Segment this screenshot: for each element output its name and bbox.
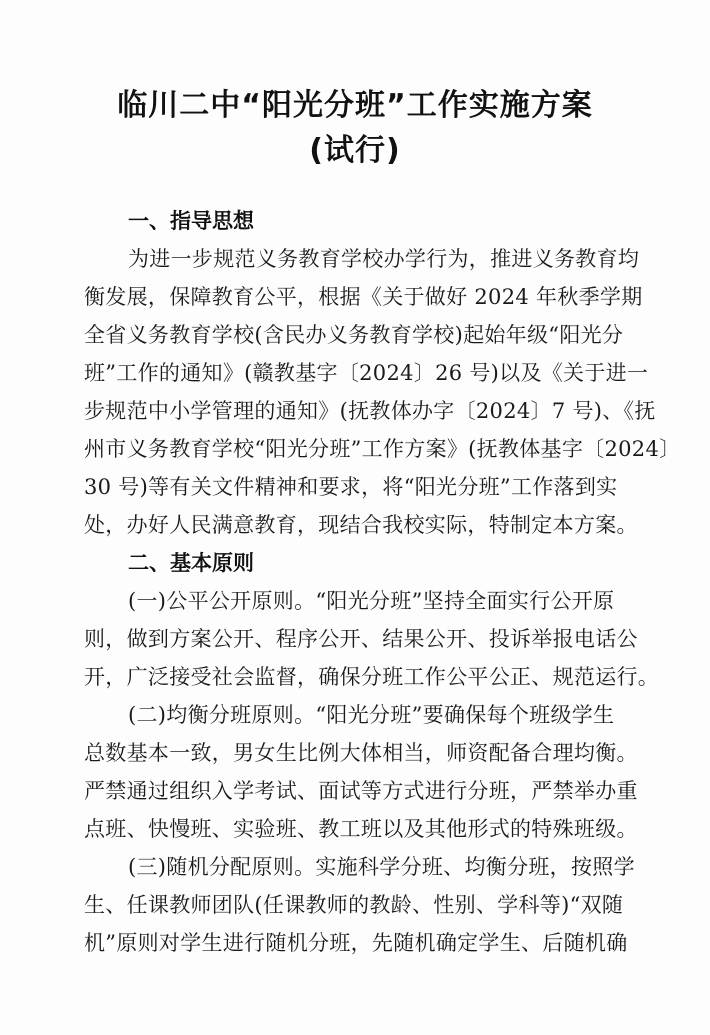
document-title: 临川二中“阳光分班”工作实施方案 bbox=[117, 88, 593, 123]
paragraph-line: 为进一步规范义务教育学校办学行为，推进义务教育均 bbox=[128, 247, 640, 271]
paragraph-line: 开，广泛接受社会监督，确保分班工作公平公正、规范运行。 bbox=[84, 665, 660, 689]
paragraph-line: 衡发展，保障教育公平，根据《关于做好 2024 年秋季学期 bbox=[84, 285, 643, 309]
section-heading-basic-principles: 二、基本原则 bbox=[128, 551, 254, 575]
document-subtitle: (试行) bbox=[309, 133, 401, 168]
paragraph-line: 机”原则对学生进行随机分班，先随机确定学生、后随机确 bbox=[84, 931, 628, 955]
paragraph-line: 处，办好人民满意教育，现结合我校实际，特制定本方案。 bbox=[84, 513, 638, 537]
paragraph-line: (二)均衡分班原则。“阳光分班”要确保每个班级学生 bbox=[128, 703, 615, 727]
paragraph-line: 总数基本一致，男女生比例大体相当，师资配备合理均衡。 bbox=[84, 741, 638, 765]
section-heading-guiding-thought: 一、指导思想 bbox=[128, 209, 254, 233]
paragraph-line: 州市义务教育学校“阳光分班”工作方案》(抚教体基字〔2024〕 bbox=[84, 437, 681, 461]
paragraph-line: 步规范中小学管理的通知》(抚教体办字〔2024〕7 号)、《抚 bbox=[84, 399, 656, 423]
paragraph-line: 30 号)等有关文件精神和要求，将“阳光分班”工作落到实 bbox=[84, 475, 618, 499]
paragraph-line: 班”工作的通知》(赣教基字〔2024〕26 号)以及《关于进一 bbox=[84, 361, 649, 385]
paragraph-line: 全省义务教育学校(含民办义务教育学校)起始年级“阳光分 bbox=[84, 323, 624, 347]
paragraph-line: 则，做到方案公开、程序公开、结果公开、投诉举报电话公 bbox=[84, 627, 638, 651]
paragraph-line: (三)随机分配原则。实施科学分班、均衡分班，按照学 bbox=[128, 855, 635, 879]
paragraph-line: 点班、快慢班、实验班、教工班以及其他形式的特殊班级。 bbox=[84, 817, 638, 841]
paragraph-line: 严禁通过组织入学考试、面试等方式进行分班，严禁举办重 bbox=[84, 779, 638, 803]
paragraph-line: 生、任课教师团队(任课教师的教龄、性别、学科等)“双随 bbox=[84, 893, 624, 917]
paragraph-line: (一)公平公开原则。“阳光分班”坚持全面实行公开原 bbox=[128, 589, 615, 613]
